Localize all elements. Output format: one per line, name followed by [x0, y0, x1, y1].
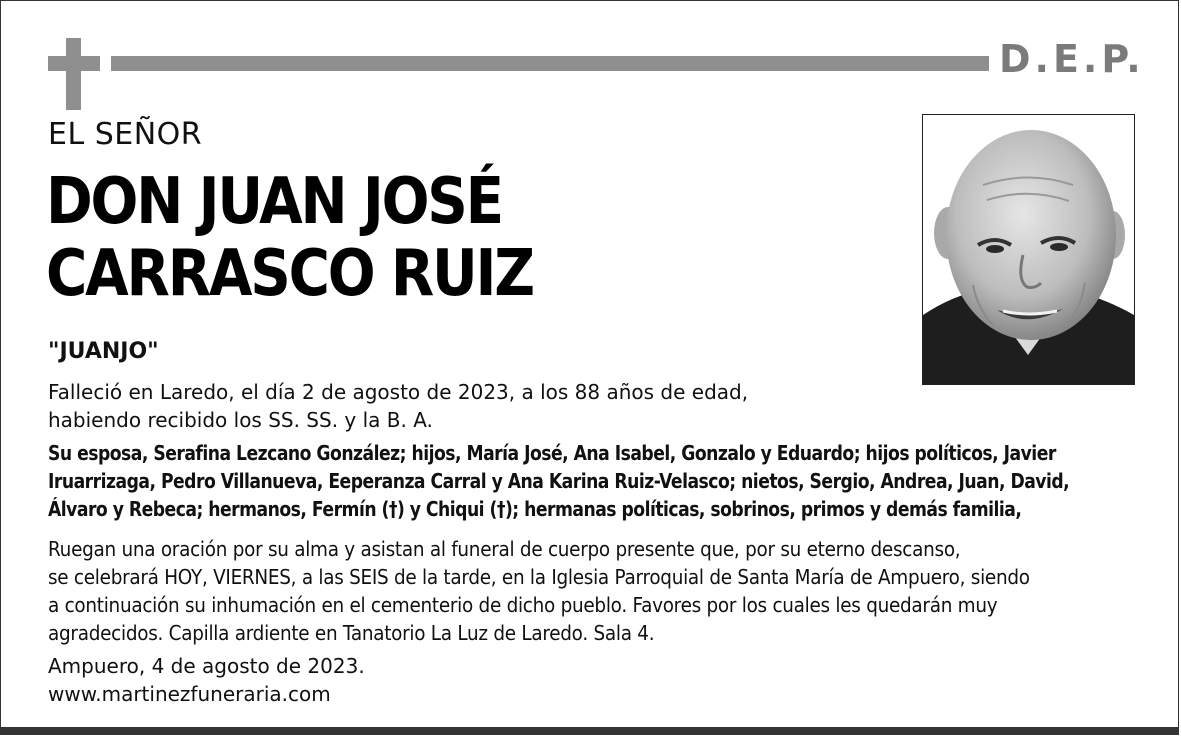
family-line: Álvaro y Rebeca; hermanos, Fermín (†) y Chiqui (†); hermanas políticas, sobrinos, primos y demás familia, — [48, 497, 1022, 521]
nickname: "JUANJO" — [48, 339, 159, 364]
header-rule — [111, 56, 989, 71]
name-line-1: DON JUAN JOSÉ — [46, 165, 502, 239]
death-notice-line: Falleció en Laredo, el día 2 de agosto de 2023, a los 88 años de edad, — [48, 380, 749, 404]
portrait-photo — [922, 114, 1135, 385]
honorific: EL SEÑOR — [48, 117, 203, 152]
name-line-2: CARRASCO RUIZ — [46, 237, 533, 311]
funeral-line: agradecidos. Capilla ardiente en Tanatorio La Luz de Laredo. Sala 4. — [48, 621, 655, 645]
dep-label: D.E.P. — [999, 37, 1145, 81]
funeral-line: a continuación su inhumación en el cementerio de dicho pueblo. Favores por los cuales les quedarán muy — [48, 593, 998, 617]
deceased-name — [46, 166, 609, 310]
cross-icon — [48, 38, 100, 110]
family-line: Su esposa, Serafina Lezcano González; hijos, María José, Ana Isabel, Gonzalo y Eduardo; hijos políticos, Javier — [48, 441, 1056, 465]
death-notice-line: habiendo recibido los SS. SS. y la B. A. — [48, 408, 433, 432]
family-line: Iruarrizaga, Pedro Villanueva, Eeperanza Carral y Ana Karina Ruiz-Velasco; nietos, Sergio, Andrea, Juan, David, — [48, 469, 1070, 493]
funeral-details — [48, 535, 1030, 647]
funeral-line: se celebrará HOY, VIERNES, a las SEIS de la tarde, en la Iglesia Parroquial de Santa María de Ampuero, siendo — [48, 565, 1030, 589]
portrait-photo-drawing — [923, 115, 1134, 384]
family-list — [48, 439, 1069, 523]
place-date: Ampuero, 4 de agosto de 2023. — [48, 654, 365, 678]
website-link[interactable]: www.martinezfuneraria.com — [48, 682, 331, 706]
funeral-line: Ruegan una oración por su alma y asistan al funeral de cuerpo presente que, por su eterno descanso, — [48, 537, 961, 561]
footer — [48, 652, 365, 708]
death-notice — [48, 378, 748, 434]
